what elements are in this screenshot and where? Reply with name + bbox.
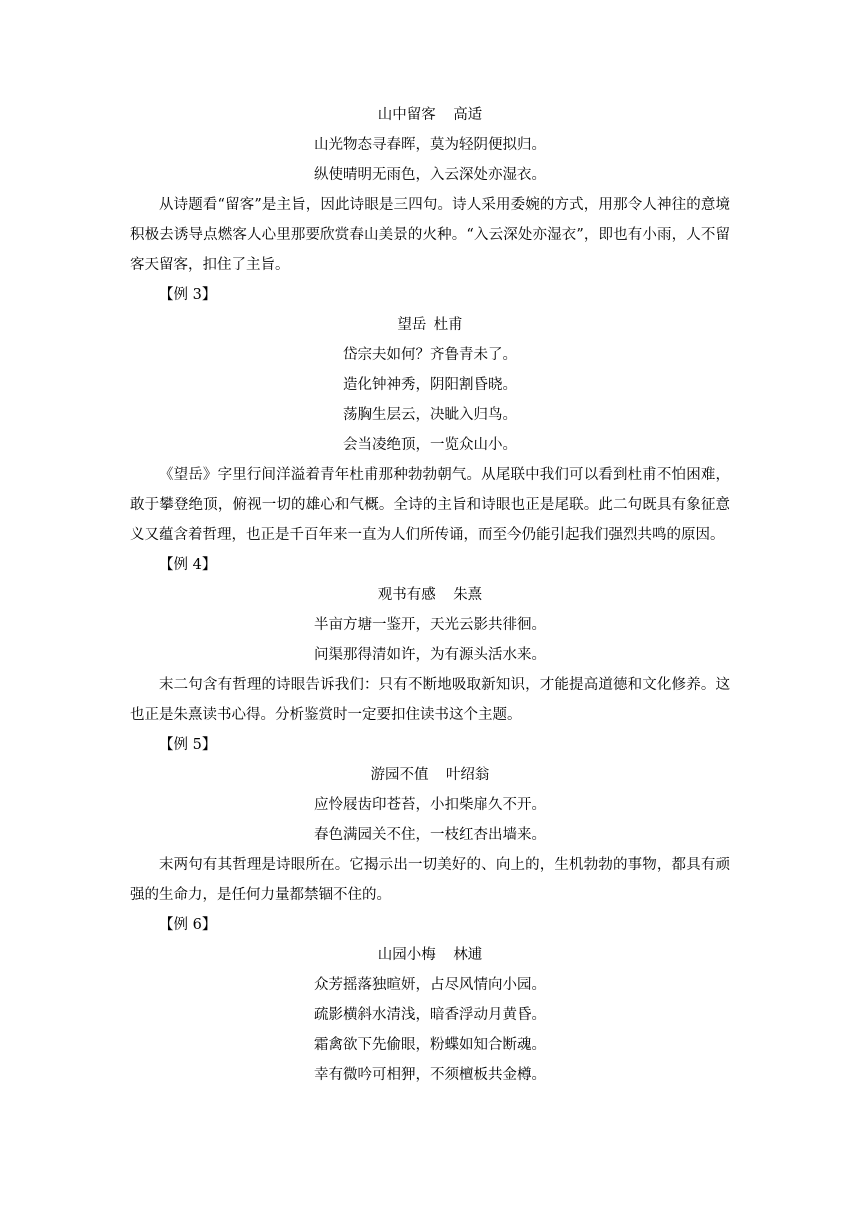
commentary-paragraph: 从诗题看“留客”是主旨，因此诗眼是三四句。诗人采用委婉的方式，用那令人神往的意境积极去诱导点燃客人心里那要欣赏春山美景的火种。“入云深处亦湿衣”，即也有小雨，人不留客天留客，扣住了主旨。 bbox=[130, 197, 730, 273]
poem-title: 山中留客 bbox=[377, 107, 436, 123]
example-label: 【例 3】 bbox=[159, 287, 217, 303]
poem-author: 林逋 bbox=[453, 947, 483, 963]
poem-line: 会当凌绝顶，一览众山小。 bbox=[343, 437, 517, 453]
poem-title-line bbox=[130, 760, 730, 790]
example-label: 【例 6】 bbox=[159, 917, 217, 933]
poem-line: 应怜屐齿印苍苔，小扣柴扉久不开。 bbox=[314, 797, 546, 813]
poem-line: 问渠那得清如许，为有源头活水来。 bbox=[314, 647, 546, 663]
poem-author: 高适 bbox=[453, 107, 483, 123]
poem-line: 岱宗夫如何？齐鲁青未了。 bbox=[343, 347, 517, 363]
poem-line: 疏影横斜水清浅，暗香浮动月黄昏。 bbox=[314, 1007, 546, 1023]
example-label: 【例 5】 bbox=[159, 737, 217, 753]
poem-line: 造化钟神秀，阴阳割昏晓。 bbox=[343, 377, 517, 393]
poem-title-line bbox=[130, 940, 730, 970]
poem-line: 春色满园关不住，一枝红杏出墙来。 bbox=[314, 827, 546, 843]
example-label: 【例 4】 bbox=[159, 557, 217, 573]
document-page bbox=[130, 100, 730, 1090]
poem-line: 半亩方塘一鉴开，天光云影共徘徊。 bbox=[314, 617, 546, 633]
poem-title: 游园不值 bbox=[370, 767, 429, 783]
poem-line: 荡胸生层云，决眦入归鸟。 bbox=[343, 407, 517, 423]
poem-line: 霜禽欲下先偷眼，粉蝶如知合断魂。 bbox=[314, 1037, 546, 1053]
poem-title: 望岳 bbox=[397, 317, 427, 333]
poem-line: 山光物态寻春晖，莫为轻阴便拟归。 bbox=[314, 137, 546, 153]
poem-line: 纵使晴明无雨色，入云深处亦湿衣。 bbox=[314, 167, 546, 183]
poem-line: 众芳摇落独暄妍，占尽风情向小园。 bbox=[314, 977, 546, 993]
commentary-paragraph: 末两句有其哲理是诗眼所在。它揭示出一切美好的、向上的，生机勃勃的事物，都具有顽强的生命力，是任何力量都禁锢不住的。 bbox=[130, 857, 730, 903]
poem-title: 山园小梅 bbox=[377, 947, 436, 963]
poem-title: 观书有感 bbox=[377, 587, 436, 603]
poem-author: 朱熹 bbox=[453, 587, 483, 603]
commentary-paragraph: 末二句含有哲理的诗眼告诉我们：只有不断地吸取新知识，才能提高道德和文化修养。这也正是朱熹读书心得。分析鉴赏时一定要扣住读书这个主题。 bbox=[130, 677, 730, 723]
poem-author: 叶绍翁 bbox=[445, 767, 490, 783]
poem-title-line bbox=[130, 310, 730, 340]
commentary-paragraph: 《望岳》字里行间洋溢着青年杜甫那种勃勃朝气。从尾联中我们可以看到杜甫不怕困难，敢于攀登绝顶，俯视一切的雄心和气概。全诗的主旨和诗眼也正是尾联。此二句既具有象征意义又蕴含着哲理，也正是千百年来一直为人们所传诵，而至今仍能引起我们强烈共鸣的原因。 bbox=[130, 467, 730, 543]
poem-author: 杜甫 bbox=[433, 317, 463, 333]
poem-line: 幸有微吟可相狎，不须檀板共金樽。 bbox=[314, 1067, 546, 1083]
poem-title-line bbox=[130, 100, 730, 130]
poem-title-line bbox=[130, 580, 730, 610]
